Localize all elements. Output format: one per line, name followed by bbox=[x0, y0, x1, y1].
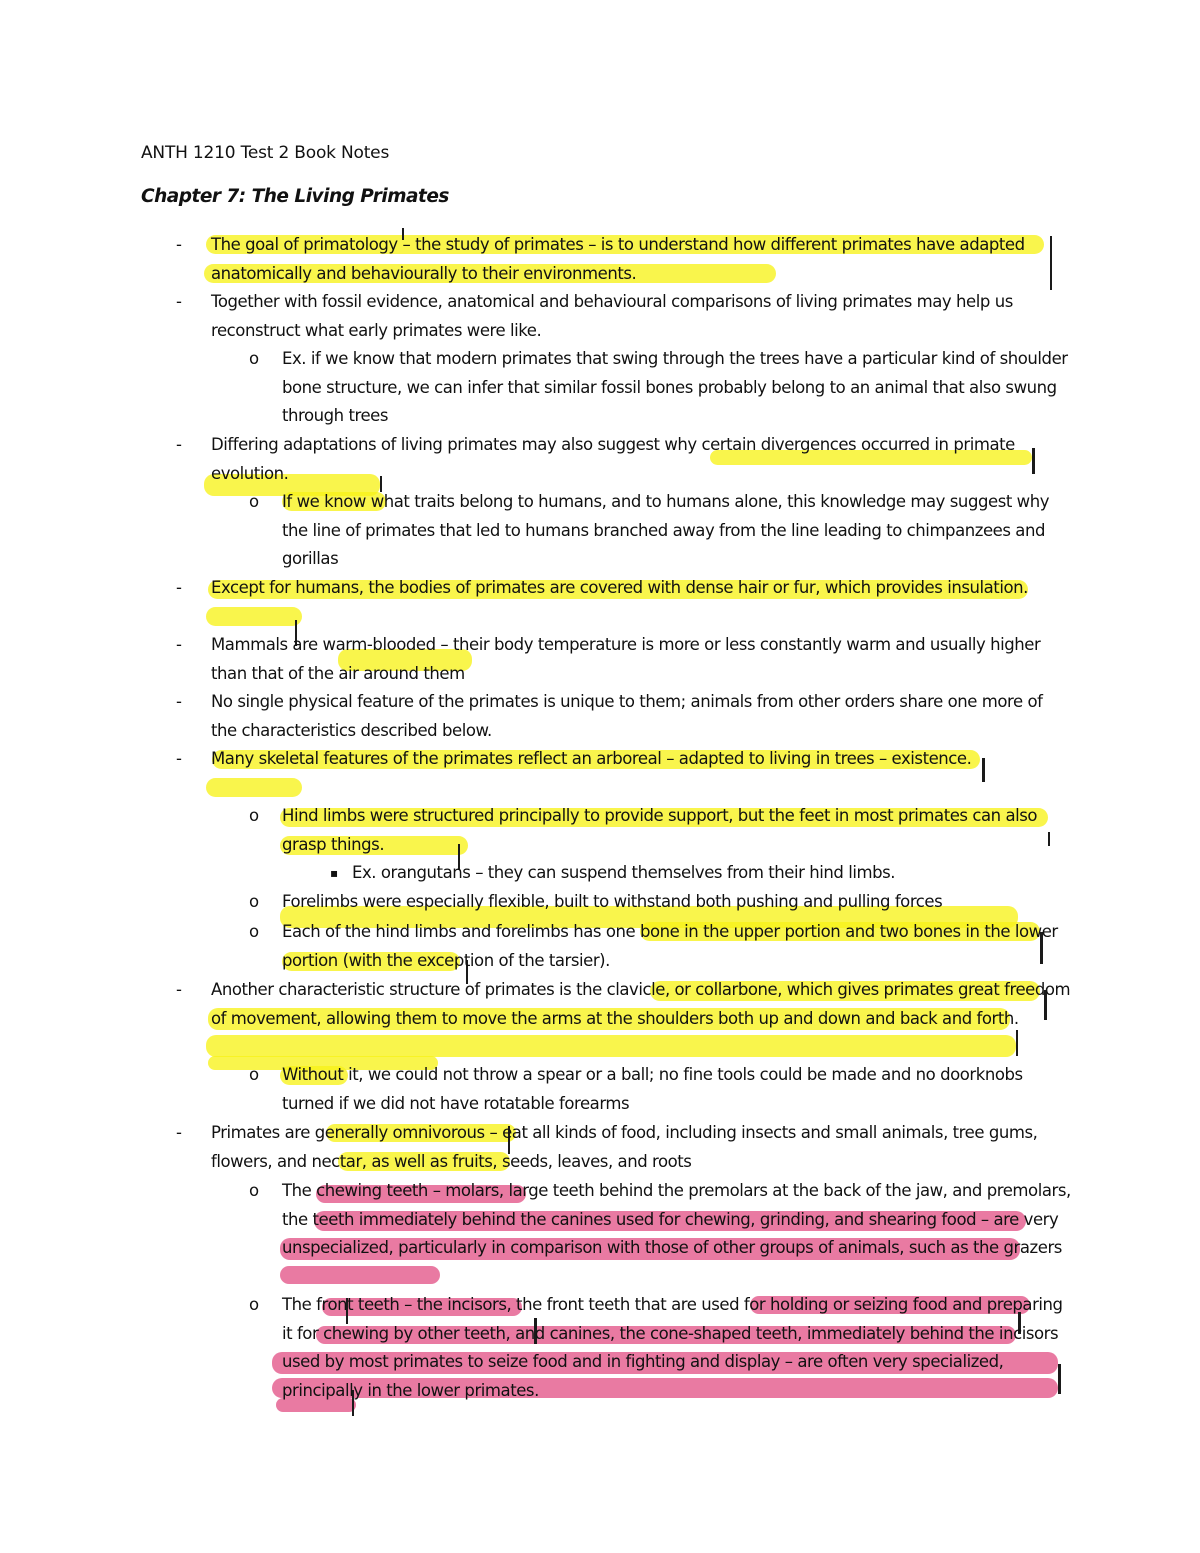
note-item: Together with fossil evidence, anatomical and behavioural comparisons of living primates may help us reconstruct what early primates were like. bbox=[211, 292, 1013, 340]
note-subitem: Each of the hind limbs and forelimbs has one bone in the upper portion and two bones in the lower portion (with the exception of the tarsier). bbox=[282, 922, 1058, 970]
dash-bullet: - bbox=[176, 235, 182, 254]
circle-bullet: o bbox=[249, 1065, 260, 1084]
document-header: ANTH 1210 Test 2 Book Notes bbox=[141, 143, 390, 163]
circle-bullet: o bbox=[249, 1295, 260, 1314]
note-subitem: Hind limbs were structured principally to provide support, but the feet in most primates can also grasp things. bbox=[282, 806, 1038, 854]
dash-bullet: - bbox=[176, 749, 182, 768]
dash-bullet: - bbox=[176, 435, 182, 454]
note-subitem: If we know what traits belong to humans, and to humans alone, this knowledge may suggest why the line of primates that led to humans branched away from the line leading to chimpanzees and gorillas bbox=[282, 492, 1050, 569]
dash-bullet: - bbox=[176, 980, 182, 999]
note-subitem: The chewing teeth – molars, large teeth behind the premolars at the back of the jaw, and premolars, the teeth immediately behind the canines used for chewing, grinding, and shearing food – are very unspecialized, particularly in comparison with those of other groups of animals, such as the grazers bbox=[282, 1181, 1071, 1258]
dash-bullet: - bbox=[176, 635, 182, 654]
note-subitem: Forelimbs were especially flexible, built to withstand both pushing and pulling forces bbox=[282, 892, 943, 911]
chapter-title: Chapter 7: The Living Primates bbox=[141, 186, 449, 207]
note-item: Primates are generally omnivorous – eat all kinds of food, including insects and small animals, tree gums, flowers, and nectar, as well as fruits, seeds, leaves, and roots bbox=[211, 1123, 1038, 1171]
square-bullet: ▪ bbox=[330, 866, 339, 880]
note-item: Differing adaptations of living primates may also suggest why certain divergences occurred in primate evolution. bbox=[211, 435, 1015, 483]
dash-bullet: - bbox=[176, 292, 182, 311]
circle-bullet: o bbox=[249, 922, 260, 941]
circle-bullet: o bbox=[249, 1181, 260, 1200]
dash-bullet: - bbox=[176, 692, 182, 711]
note-item: Mammals are warm-blooded – their body temperature is more or less constantly warm and usually higher than that of the air around them bbox=[211, 635, 1041, 683]
note-item: Many skeletal features of the primates reflect an arboreal – adapted to living in trees – existence. bbox=[211, 749, 972, 768]
highlight-pink bbox=[280, 1266, 440, 1284]
highlight-yellow bbox=[206, 778, 302, 797]
pen-mark bbox=[1016, 1030, 1018, 1056]
note-subitem: The front teeth – the incisors, the front teeth that are used for holding or seizing food and preparing it for chewing by other teeth, and canines, the cone-shaped teeth, immediately behind the incisors used by most primates to seize food and in fighting and display – are often very specialized, principally in the lower primates. bbox=[282, 1295, 1063, 1401]
circle-bullet: o bbox=[249, 892, 260, 911]
highlight-yellow bbox=[206, 607, 302, 626]
highlight-yellow bbox=[206, 1035, 1016, 1057]
note-subitem: Without it, we could not throw a spear or a ball; no fine tools could be made and no doorknobs turned if we did not have rotatable forearms bbox=[282, 1065, 1023, 1113]
note-subsubitem: Ex. orangutans – they can suspend themselves from their hind limbs. bbox=[352, 863, 896, 882]
circle-bullet: o bbox=[249, 349, 260, 368]
circle-bullet: o bbox=[249, 492, 260, 511]
note-item: Another characteristic structure of primates is the clavicle, or collarbone, which gives primates great freedom of movement, allowing them to move the arms at the shoulders both up and down and back and forth. bbox=[211, 980, 1071, 1028]
note-item: No single physical feature of the primates is unique to them; animals from other orders share one more of the characteristics described below. bbox=[211, 692, 1043, 740]
dash-bullet: - bbox=[176, 1123, 182, 1142]
dash-bullet: - bbox=[176, 578, 182, 597]
note-item: The goal of primatology – the study of primates – is to understand how different primates have adapted anatomically and behaviourally to their environments. bbox=[211, 235, 1025, 283]
note-subitem: Ex. if we know that modern primates that swing through the trees have a particular kind of shoulder bone structure, we can infer that similar fossil bones probably belong to an animal that also swung through trees bbox=[282, 349, 1068, 426]
note-item: Except for humans, the bodies of primates are covered with dense hair or fur, which provides insulation. bbox=[211, 578, 1028, 597]
circle-bullet: o bbox=[249, 806, 260, 825]
